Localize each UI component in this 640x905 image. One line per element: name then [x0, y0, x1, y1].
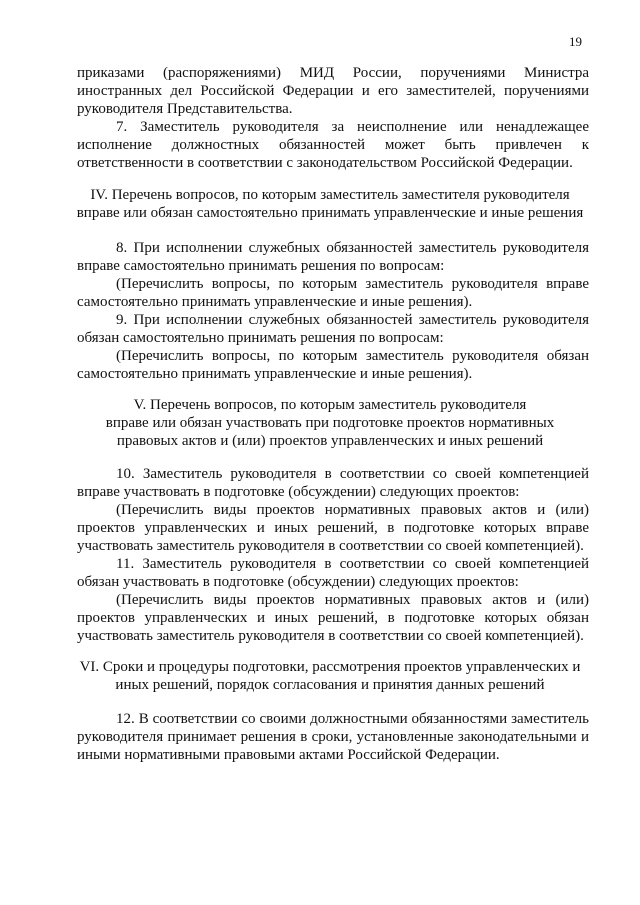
page-number: 19 — [569, 34, 582, 49]
section-6-heading: VI. Сроки и процедуры подготовки, рассмотрения проектов управленческих и — [79, 659, 581, 675]
paragraph-11-line: 11. Заместитель руководителя в соответствии со своей компетенцией — [116, 556, 589, 572]
section-6-heading: иных решений, порядок согласования и принятия данных решений — [115, 677, 545, 693]
section-5-heading: V. Перечень вопросов, по которым заместитель руководителя — [133, 397, 527, 413]
paragraph-12-line: 12. В соответствии со своими должностными обязанностями заместитель — [116, 711, 589, 727]
paragraph-9-line: самостоятельно принимать управленческие и иные решения). — [77, 366, 473, 382]
paragraph-9-line: обязан самостоятельно принимать решения по вопросам: — [77, 330, 444, 346]
paragraph-7-line: 7. Заместитель руководителя за неисполнение или ненадлежащее — [116, 119, 589, 135]
paragraph-7-line: ответственности в соответствии с законодательством Российской Федерации. — [77, 155, 573, 171]
paragraph-11-line: участвовать заместитель руководителя в соответствии со своей компетенцией). — [77, 628, 584, 644]
paragraph-7-line: исполнение должностных обязанностей может быть привлечен к — [77, 137, 589, 153]
body-line: руководителя Представительства. — [77, 101, 293, 117]
paragraph-10-line: 10. Заместитель руководителя в соответствии со своей компетенцией — [116, 466, 589, 482]
paragraph-10-line: вправе участвовать в подготовке (обсуждении) следующих проектов: — [77, 484, 520, 500]
section-4-heading: IV. Перечень вопросов, по которым заместитель заместителя руководителя — [90, 187, 570, 203]
section-5-heading: вправе или обязан участвовать при подготовке проектов нормативных — [105, 415, 555, 431]
paragraph-11-line: (Перечислить виды проектов нормативных правовых актов и (или) — [116, 592, 589, 608]
paragraph-10-line: проектов управленческих и иных решений, в подготовке которых вправе — [77, 520, 589, 536]
paragraph-9-line: 9. При исполнении служебных обязанностей заместитель руководителя — [116, 312, 589, 328]
paragraph-12-line: руководителя принимает решения в сроки, установленные законодательными и — [77, 729, 589, 745]
paragraph-10-line: (Перечислить виды проектов нормативных правовых актов и (или) — [116, 502, 589, 518]
paragraph-11-line: проектов управленческих и иных решений, в подготовке которых обязан — [77, 610, 589, 626]
paragraph-12-line: иными нормативными правовыми актами Российской Федерации. — [77, 747, 500, 763]
section-5-heading: правовых актов и (или) проектов управленческих и иных решений — [116, 433, 544, 449]
paragraph-10-line: участвовать заместитель руководителя в соответствии со своей компетенцией). — [77, 538, 584, 554]
section-4-heading: вправе или обязан самостоятельно принимать управленческие и иные решения — [76, 205, 584, 221]
paragraph-8-line: самостоятельно принимать управленческие и иные решения). — [77, 294, 473, 310]
paragraph-8-line: вправе самостоятельно принимать решения по вопросам: — [77, 258, 445, 274]
body-line: иностранных дел Российской Федерации и его заместителей, поручениями — [77, 83, 589, 99]
paragraph-8-line: 8. При исполнении служебных обязанностей заместитель руководителя — [116, 240, 589, 256]
body-line: приказами (распоряжениями) МИД России, поручениями Министра — [77, 65, 589, 81]
paragraph-9-line: (Перечислить вопросы, по которым заместитель руководителя обязан — [116, 348, 589, 364]
paragraph-8-line: (Перечислить вопросы, по которым заместитель руководителя вправе — [116, 276, 589, 292]
paragraph-11-line: обязан участвовать в подготовке (обсуждении) следующих проектов: — [77, 574, 519, 590]
